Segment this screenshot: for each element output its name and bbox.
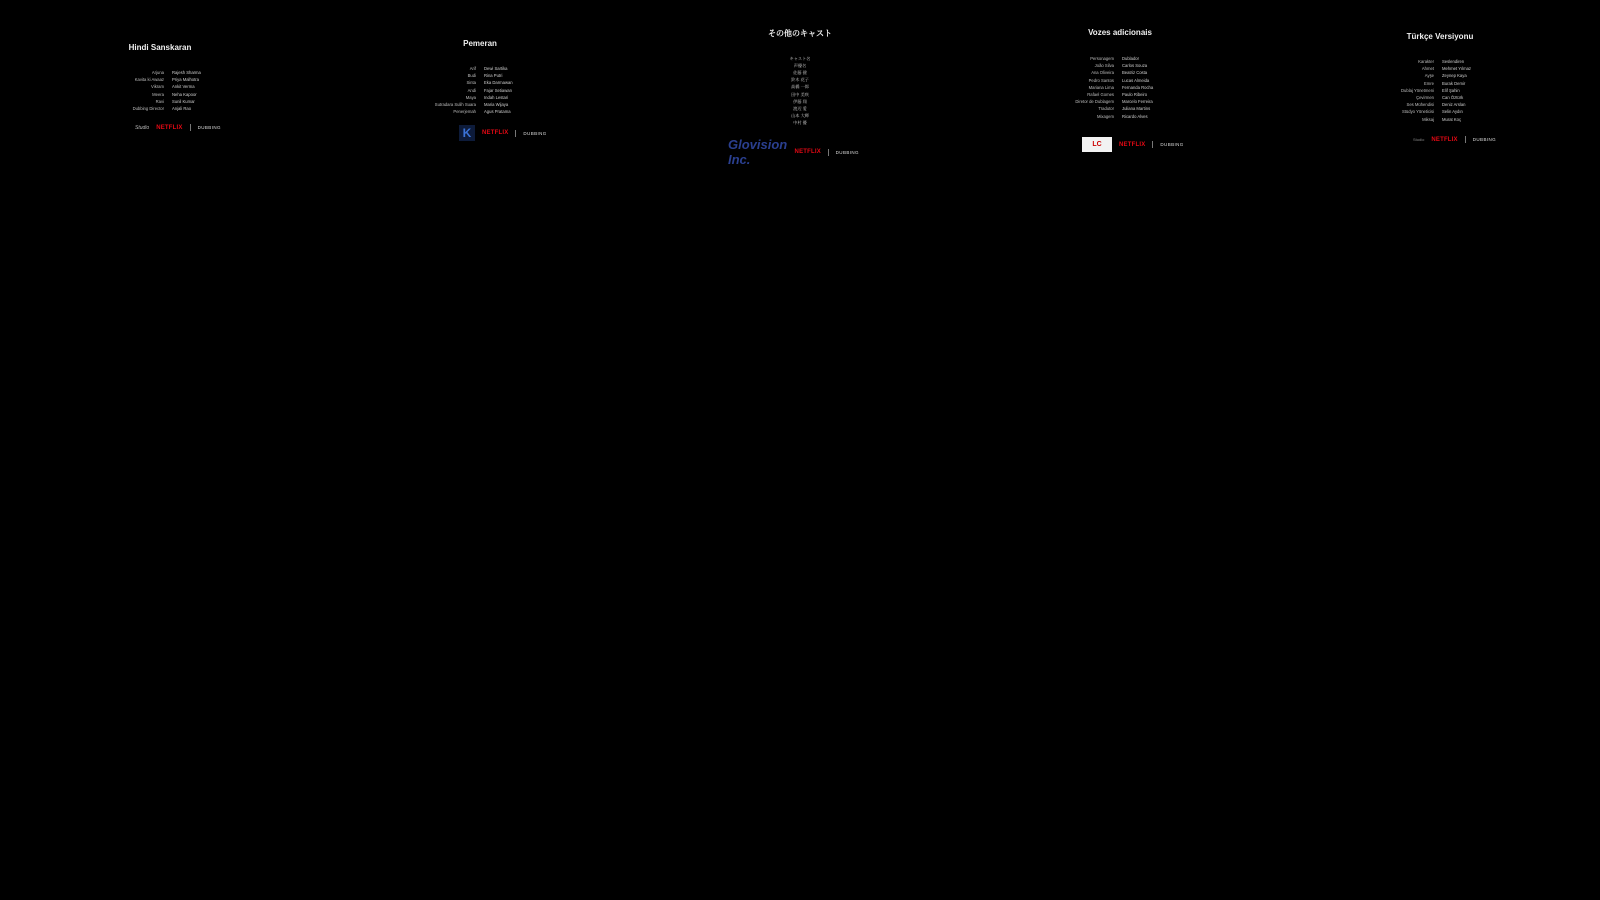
credit-name: Juliana Martins [1122,106,1151,112]
credit-role: Ayşe [1424,73,1434,79]
credit-row [720,105,880,112]
credit-name: Paulo Ribeiro [1122,92,1148,98]
credit-name: キャスト名 [789,55,811,61]
credit-role: Mariana Lima [1088,84,1114,90]
panel-title: Pemeran [463,39,497,48]
netflix-logo: NETFLIX [1431,136,1458,143]
studio-logo: K [459,125,475,141]
netflix-logo: NETFLIX [794,149,821,155]
credit-name: Seslendiren [1442,59,1465,65]
credit-name: Murat Koç [1442,116,1462,122]
credit-role: Sutradara Sulih Suara [434,102,476,108]
credit-name: Elif Şahin [1442,87,1460,93]
credit-row [720,120,880,127]
credit-name: Sunil Kumar [172,98,195,104]
credit-role: Dublaj Yönetmeni [1401,87,1434,93]
credit-role: Dubbing Director [132,106,164,112]
credit-name: Fernanda Rocha [1122,84,1154,90]
credits-list [720,55,880,127]
logo-row [1082,137,1184,152]
credit-role: Ravi [155,98,164,104]
dubbing-label: DUBBING [1160,142,1184,147]
credit-role: Kavita ki Awaaz [134,77,164,83]
credit-name: Burak Demir [1442,80,1466,86]
credit-row [392,101,564,108]
credit-role: Andi [467,87,476,93]
credit-row [80,83,252,90]
dubbing-label: DUBBING [1472,137,1497,142]
credit-role: Ahmet [1421,66,1434,72]
credit-row [80,76,252,83]
credit-role: Meera [152,91,164,97]
credit-role: Stüdyo Yöneticisi [1401,109,1434,115]
credit-role: Ana Oliveira [1091,70,1114,76]
credit-name: 鈴木 花子 [791,77,809,83]
credit-name: Selin Aydın [1442,109,1463,115]
credit-role: Diretor de Dublagem [1075,99,1114,105]
panel-title: Türkçe Versiyonu [1406,32,1474,41]
credit-name: Deniz Arslan [1442,102,1466,108]
credit-role: Budi [467,73,476,79]
credit-row [392,65,564,72]
credit-row [1030,77,1202,84]
credit-role: Emre [1423,80,1434,86]
credit-row [1350,72,1522,79]
panel-title: Hindi Sanskaran [128,43,192,52]
credit-row [392,108,564,115]
credits-list [80,69,252,112]
credit-row [1030,98,1202,105]
credit-row [392,94,564,101]
credit-role: Tradutor [1098,106,1114,112]
credit-row [720,55,880,62]
credit-name: 田中 美咲 [791,91,809,97]
credit-name: Anjali Rao [172,106,192,112]
credit-row [1030,69,1202,76]
panel-title: その他のキャスト [768,29,832,38]
credit-role: João Silva [1094,63,1114,69]
credit-name: Beatriz Costa [1122,70,1148,76]
logo-divider [1465,136,1466,143]
credit-role: Ses Mühendisi [1406,102,1434,108]
credit-row [720,69,880,76]
credit-name: Maria Wijaya [484,102,509,108]
netflix-logo: NETFLIX [482,130,509,136]
credit-row [720,98,880,105]
credit-role: Personagem [1090,56,1114,62]
credit-row [1030,113,1202,120]
credit-name: 中村 優 [793,120,807,126]
credit-row [1350,94,1522,101]
credit-name: Zeynep Kaya [1442,73,1467,79]
panel-title: Vozes adicionais [1088,28,1152,37]
credit-name: 山本 大輝 [791,113,809,119]
credit-role: Sinta [466,80,476,86]
netflix-logo: NETFLIX [156,124,183,131]
credit-row [80,105,252,112]
credits-list [1350,58,1522,123]
logo-row [1413,136,1496,143]
credit-name: Marcelo Ferreira [1122,99,1153,105]
credit-row [720,91,880,98]
credit-row [1350,116,1522,123]
credit-name: Rina Putri [484,73,503,79]
logo-divider [190,124,191,131]
credit-row [1030,55,1202,62]
credit-name: Dewi Sartika [484,66,508,72]
credit-name: 渡辺 愛 [793,105,807,111]
credit-name: Carlos Souza [1122,63,1148,69]
logo-divider [828,149,829,156]
credits-list [1030,55,1202,120]
studio-logo: Studio [135,124,150,131]
credit-name: Neha Kapoor [172,91,197,97]
credit-role: Arjuna [151,70,164,76]
credit-name: Ricardo Alves [1122,113,1148,119]
credit-row [1030,91,1202,98]
credit-role: Karakter [1418,59,1434,65]
credit-row [80,69,252,76]
logo-row [459,125,547,141]
credit-row [80,98,252,105]
credit-row [1350,87,1522,94]
dubbing-label: DUBBING [197,125,221,130]
credit-row [1030,105,1202,112]
logo-row [728,137,859,167]
credit-row [1030,84,1202,91]
credit-role: Penerjemah [453,109,476,115]
credit-row [1350,80,1522,87]
studio-logo: LC [1082,137,1112,152]
credit-role: Çevirmen [1416,95,1434,101]
credit-row [720,113,880,120]
credit-name: Fajar Setiawan [484,87,512,93]
credit-role: Maya [465,94,476,100]
credit-name: Eka Darmawan [484,80,513,86]
credit-name: Indah Lestari [484,94,509,100]
credit-row [1350,108,1522,115]
studio-logo: Studio [1413,137,1425,142]
credit-role: Arif [469,66,476,72]
credit-row [1350,65,1522,72]
credit-row [80,91,252,98]
credit-name: 声優名 [793,62,807,68]
logo-row [135,124,221,131]
dubbing-label: DUBBING [835,149,859,155]
credit-name: Rajesh Sharma [172,70,201,76]
credit-name: Mehmet Yılmaz [1442,66,1472,72]
credit-name: 高橋 一郎 [791,84,809,90]
credit-row [1350,101,1522,108]
studio-logo: Glovision Inc. [728,137,788,167]
credit-name: Can Öztürk [1442,95,1464,101]
credit-row [392,72,564,79]
credit-row [392,87,564,94]
credit-row [1030,62,1202,69]
credit-name: Lucas Almeida [1122,77,1150,83]
credit-role: Miksaj [1422,116,1434,122]
credits-list [392,65,564,115]
credit-row [720,77,880,84]
credit-name: 佐藤 健 [793,69,807,75]
logo-divider [1152,141,1153,148]
credit-role: Vikram [151,84,164,90]
credit-role: Pedro Santos [1088,77,1114,83]
credit-name: Priya Malhotra [172,77,199,83]
credit-row [1350,58,1522,65]
credit-row [392,79,564,86]
credit-role: Mixagem [1097,113,1114,119]
credit-name: Dublador [1122,56,1139,62]
credit-role: Rafael Gomes [1087,92,1114,98]
credit-name: Ankit Verma [172,84,195,90]
credit-name: Agus Pratama [484,109,511,115]
credit-name: 伊藤 翔 [793,98,807,104]
credit-row [720,84,880,91]
logo-divider [515,130,516,137]
credit-row [720,62,880,69]
dubbing-label: DUBBING [523,130,547,136]
netflix-logo: NETFLIX [1119,141,1146,148]
